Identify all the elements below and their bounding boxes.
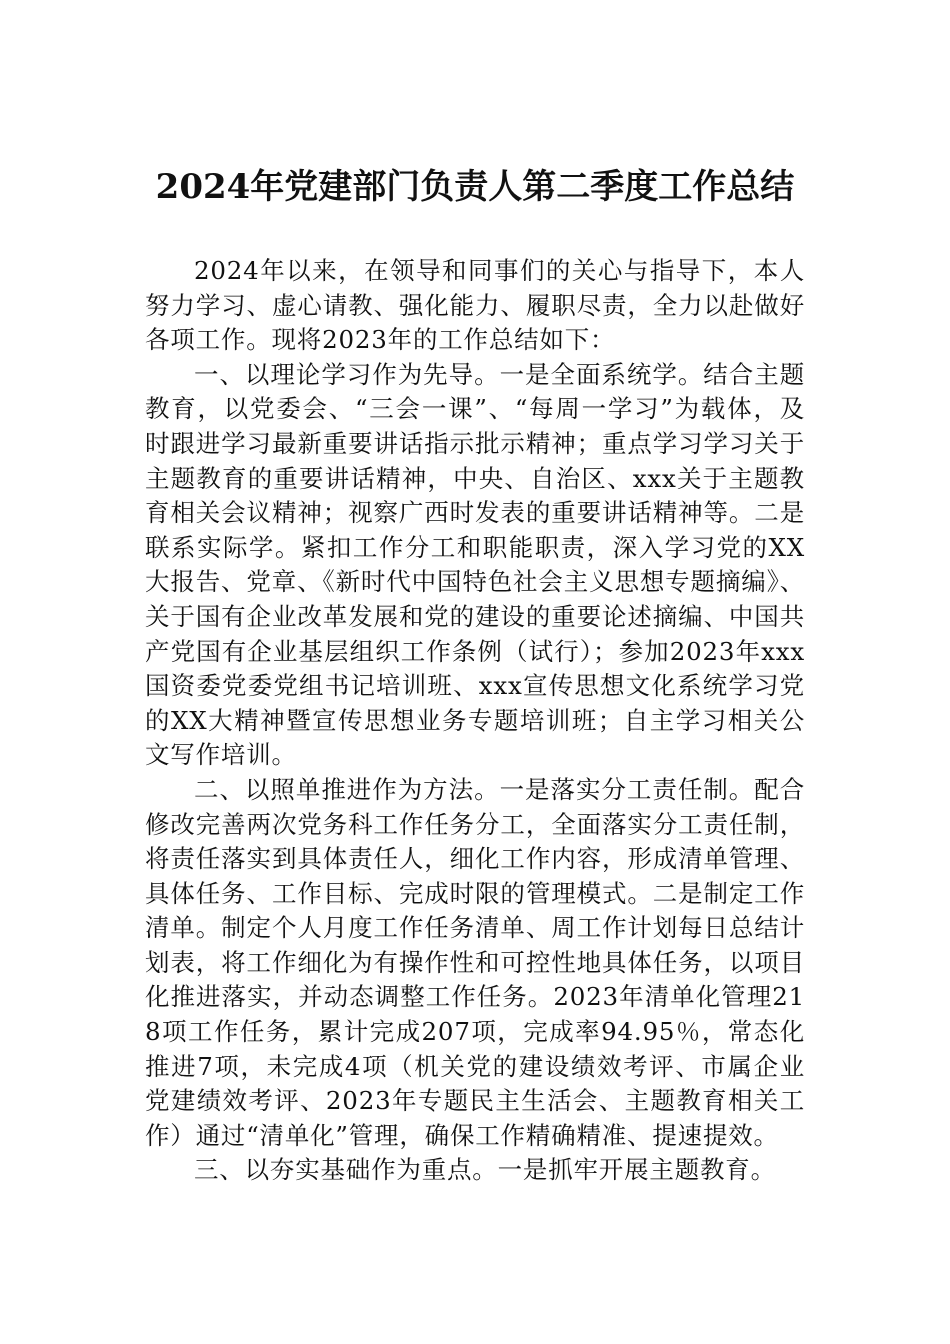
paragraph-section-2: 二、以照单推进作为方法。一是落实分工责任制。配合修改完善两次党务科工作任务分工，全面落实分工责任制，将责任落实到具体责任人，细化工作内容，形成清单管理、具体任务、工作目标、完成时限的管理模式。二是制定工作清单。制定个人月度工作任务清单、周工作计划每日总结计划表，将工作细化为有操作性和可控性地具体任务，以项目化推进落实，并动态调整工作任务。2023年清单化管理218项工作任务，累计完成207项，完成率94.95％，常态化推进7项，未完成4项（机关党的建设绩效考评、市属企业党建绩效考评、2023年专题民主生活会、主题教育相关工作）通过“清单化”管理，确保工作精确精准、提速提效。 (145, 774, 805, 1150)
paragraph-section-1: 一、以理论学习作为先导。一是全面系统学。结合主题教育，以党委会、“三会一课”、“每周一学习”为载体，及时跟进学习最新重要讲话指示批示精神；重点学习学习关于主题教育的重要讲话精神，中央、自治区、xxx关于主题教育相关会议精神；视察广西时发表的重要讲话精神等。二是联系实际学。紧扣工作分工和职能职责，深入学习党的XX大报告、党章、《新时代中国特色社会主义思想专题摘编》、关于国有企业改革发展和党的建设的重要论述摘编、中国共产党国有企业基层组织工作条例（试行）；参加2023年xxx国资委党委党组书记培训班、xxx宣传思想文化系统学习党的XX大精神暨宣传思想业务专题培训班；自主学习相关公文写作培训。 (145, 359, 805, 770)
paragraph-section-3: 三、以夯实基础作为重点。一是抓牢开展主题教育。 (194, 1155, 776, 1185)
document-title: 2024年党建部门负责人第二季度工作总结 (155, 167, 795, 207)
paragraph-intro: 2024年以来，在领导和同事们的关心与指导下，本人努力学习、虚心请教、强化能力、履职尽责，全力以赴做好各项工作。现将2023年的工作总结如下： (145, 256, 805, 355)
document-body (145, 254, 805, 1188)
